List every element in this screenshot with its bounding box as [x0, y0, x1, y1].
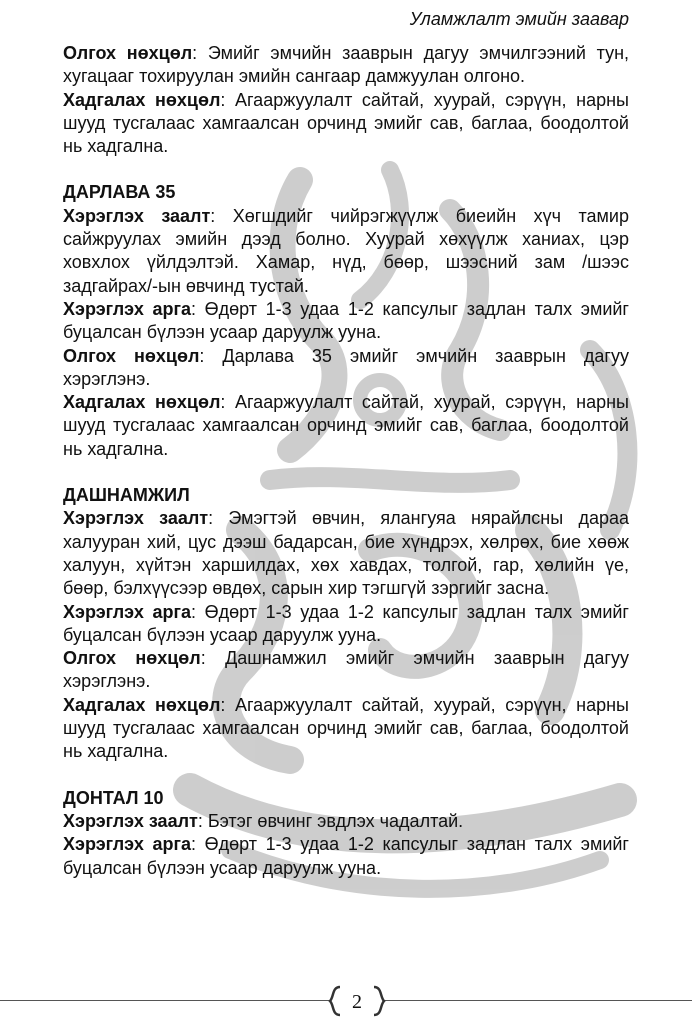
field-label: Хадгалах нөхцөл: [63, 694, 221, 715]
field-label: Олгох нөхцөл: [63, 648, 201, 669]
section-heading: ДАШНАМЖИЛ: [63, 485, 190, 506]
page-number: 2: [352, 991, 362, 1013]
field-label: Хэрэглэх арга: [63, 298, 191, 319]
field-text: : Агааржуулалт сайтай, хуурай, сэрүүн, нарны шууд тусгалаас хамгаалсан орчинд эмийг сав, баглаа, боодолтой нь хадгална.: [63, 694, 629, 762]
field-label: Олгох нөхцөл: [63, 43, 193, 63]
section-heading: ДОНТАЛ 10: [63, 787, 164, 808]
section-heading: ДАРЛАВА 35: [63, 182, 176, 203]
field-label: Хэрэглэх арга: [63, 601, 191, 622]
field-text: : Агааржуулалт сайтай, хуурай, сэрүүн, нарны шууд тусгалаас хамгаалсан орчинд эмийг сав, баглаа, боодолтой нь хадгална.: [63, 392, 629, 459]
field-text: : Дарлава 35 эмийг эмчийн зааврын дагуу хэрэглэнэ.: [63, 345, 629, 389]
running-header: Уламжлалт эмийн заавар: [409, 9, 629, 29]
field-label: Хэрэглэх заалт: [63, 205, 211, 226]
field-text: : Хөгшдийг чийрэгжүүлж биеийн хүч тамир сайжруулах эмийн дээд болно. Хуурай хөхүүлж ханиах, цэр ховхлох үйлдэлтэй. Хамар, нүд, бөөр, шээсний зам /шээс задгайрах/-ын өвчинд тустай.: [63, 205, 629, 296]
field-text: : Эмэгтэй өвчин, ялангуяа нярайлсны дараа халууран хий, цус дээш бадарсан, бие хүндрэх, хөлрөх, бие хөөж халуун, хүйтэн харшилдах, хөх хавдах, толгой, гар, хөлийн үе, бөөр, бэлхүүсээр өвдөх, сарын хир тэгшгүй зэргийг засна.: [63, 508, 629, 599]
field-text: : Агааржуулалт сайтай, хуурай, сэрүүн, нарны шууд тусгалаас хамгаалсан орчинд эмийг сав, баглаа, боодолтой нь хадгална.: [63, 89, 629, 157]
field-label: Хэрэглэх арга: [63, 834, 191, 855]
field-text: : Бэтэг өвчинг эвдлэх чадалтай.: [197, 810, 464, 831]
field-text: : Өдөрт 1-3 удаа 1-2 капсулыг задлан талх эмийг буцалсан бүлээн усаар даруулж ууна.: [63, 834, 629, 878]
field-text: : Өдөрт 1-3 удаа 1-2 капсулыг задлан талх эмийг буцалсан бүлээн усаар даруулж ууна.: [63, 601, 629, 645]
field-text: : Эмийг эмчийн зааврын дагуу эмчилгээний тун, хугацааг тохируулан эмийн сангаар дамжуулан олгоно.: [63, 43, 630, 87]
field-label: Олгох нөхцөл: [63, 345, 200, 366]
field-text: : Өдөрт 1-3 удаа 1-2 капсулыг задлан талх эмийг буцалсан бүлээн усаар даруулж ууна.: [63, 298, 629, 343]
field-text: : Дашнамжил эмийг эмчийн зааврын дагуу хэрэглэнэ.: [63, 648, 629, 692]
field-label: Хэрэглэх заалт: [63, 810, 198, 831]
field-label: Хэрэглэх заалт: [63, 508, 209, 529]
field-label: Хадгалах нөхцөл: [63, 89, 221, 110]
field-label: Хадгалах нөхцөл: [63, 392, 221, 413]
